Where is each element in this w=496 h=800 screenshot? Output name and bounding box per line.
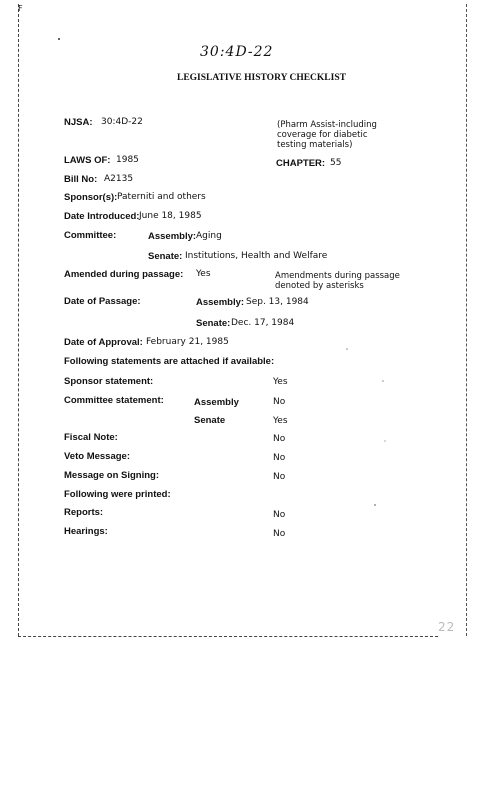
fiscal-note-value: No [273,434,286,444]
veto-message-label: Veto Message: [64,451,130,462]
date-of-approval-value: February 21, 1985 [146,337,229,347]
page-number: 22 [438,620,456,634]
speck [58,38,60,40]
hearings-value: No [273,529,286,539]
committee-statement-assembly-value: No [273,397,286,407]
speck [374,504,376,506]
njsa-value: 30:4D-22 [101,117,143,127]
date-introduced-value: June 18, 1985 [139,211,202,221]
page-border-right [466,4,467,636]
fiscal-note-label: Fiscal Note: [64,432,118,443]
passage-assembly-label: Assembly: [196,297,245,308]
bill-label: Bill No: [64,174,98,185]
sponsor-label: Sponsor(s): [64,192,118,203]
sponsor-statement-label: Sponsor statement: [64,376,154,387]
hearings-label: Hearings: [64,526,108,537]
sponsor-value: Paterniti and others [117,192,206,202]
reports-label: Reports: [64,507,104,518]
reports-value: No [273,510,286,520]
committee-assembly-label: Assembly: [148,231,197,242]
committee-label: Committee: [64,230,117,241]
page-title: LEGISLATIVE HISTORY CHECKLIST [177,73,346,83]
njsa-label: NJSA: [64,117,93,128]
committee-statement-senate-value: Yes [273,416,288,426]
passage-senate-value: Dec. 17, 1984 [231,318,295,328]
bill-value: A2135 [104,174,134,184]
committee-senate-value: Institutions, Health and Welfare [185,251,328,261]
statements-heading: Following statements are attached if available: [64,356,275,367]
committee-statement-assembly-label: Assembly [194,397,239,408]
committee-statement-label: Committee statement: [64,395,164,406]
sponsor-statement-value: Yes [273,377,288,387]
committee-statement-senate-label: Senate [194,415,226,426]
njsa-note-line: testing materials) [277,140,353,150]
speck [382,380,384,382]
laws-label: LAWS OF: [64,155,111,166]
chapter-label: CHAPTER: [276,158,326,169]
amended-label: Amended during passage: [64,269,184,280]
handwritten-statute-number: 30:4D-22 [200,44,274,60]
njsa-note-line: coverage for diabetic [277,130,368,140]
veto-message-value: No [273,453,286,463]
speck [346,348,348,350]
message-on-signing-label: Message on Signing: [64,470,160,481]
date-of-passage-label: Date of Passage: [64,296,141,307]
laws-value: 1985 [116,155,139,165]
committee-assembly-value: Aging [196,231,222,241]
date-of-approval-label: Date of Approval: [64,337,143,348]
printed-heading: Following were printed: [64,489,171,500]
amended-note-line: denoted by asterisks [275,281,364,291]
page-border-left [18,4,19,636]
corner-mark: F [18,4,23,13]
amended-note-line: Amendments during passage [275,271,400,281]
date-introduced-label: Date Introduced: [64,211,140,222]
page-border-bottom [18,636,438,637]
passage-senate-label: Senate: [196,318,231,329]
passage-assembly-value: Sep. 13, 1984 [246,297,309,307]
committee-senate-label: Senate: [148,251,183,262]
speck [384,440,386,442]
message-on-signing-value: No [273,472,286,482]
njsa-note-line: (Pharm Assist-including [277,120,377,130]
amended-value: Yes [196,269,211,279]
chapter-value: 55 [330,158,342,168]
